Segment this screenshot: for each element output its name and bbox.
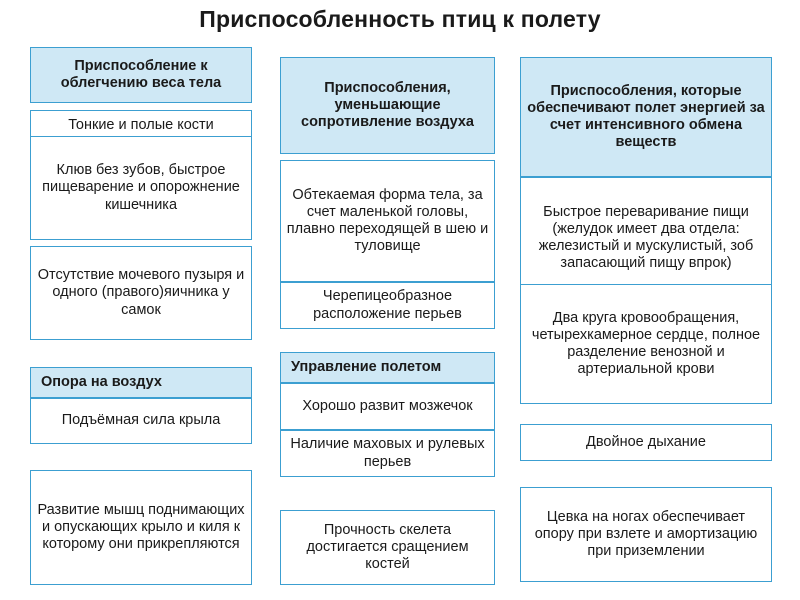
page-title: Приспособленность птиц к полету xyxy=(199,6,601,32)
list-item: Развитие мышц поднимающих и опускающих крыло и киля к которому они прикрепляются xyxy=(30,470,252,585)
list-item: Два круга кровообращения, четырехкамерное сердце, полное разделение венозной и артериальной крови xyxy=(520,284,772,404)
list-item: Тонкие и полые кости xyxy=(30,110,252,141)
group-header-air-resistance: Приспособления, уменьшающие сопротивление воздуха xyxy=(280,57,495,154)
list-item: Хорошо развит мозжечок xyxy=(280,383,495,430)
list-item: Быстрое переваривание пищи (желудок имеет два отдела: железистый и мускулистый, зоб запасающий пищу впрок) xyxy=(520,177,772,299)
list-item: Цевка на ногах обеспечивает опору при взлете и амортизацию при приземлении xyxy=(520,487,772,582)
list-item: Двойное дыхание xyxy=(520,424,772,461)
group-header-air-support: Опора на воздух xyxy=(30,367,252,398)
list-item: Обтекаемая форма тела, за счет маленькой головы, плавно переходящей в шею и туловище xyxy=(280,160,495,282)
group-header-flight-control: Управление полетом xyxy=(280,352,495,383)
list-item: Черепицеобразное расположение перьев xyxy=(280,282,495,329)
list-item: Клюв без зубов, быстрое пищеварение и опорожнение кишечника xyxy=(30,136,252,240)
list-item: Прочность скелета достигается сращением костей xyxy=(280,510,495,585)
group-header-energy-metabolism: Приспособления, которые обеспечивают полет энергией за счет интенсивного обмена веществ xyxy=(520,57,772,177)
list-item: Подъёмная сила крыла xyxy=(30,398,252,444)
list-item: Отсутствие мочевого пузыря и одного (правого)яичника у самок xyxy=(30,246,252,340)
group-header-weight-reduction: Приспособление к облегчению веса тела xyxy=(30,47,252,103)
list-item: Наличие маховых и рулевых перьев xyxy=(280,430,495,477)
